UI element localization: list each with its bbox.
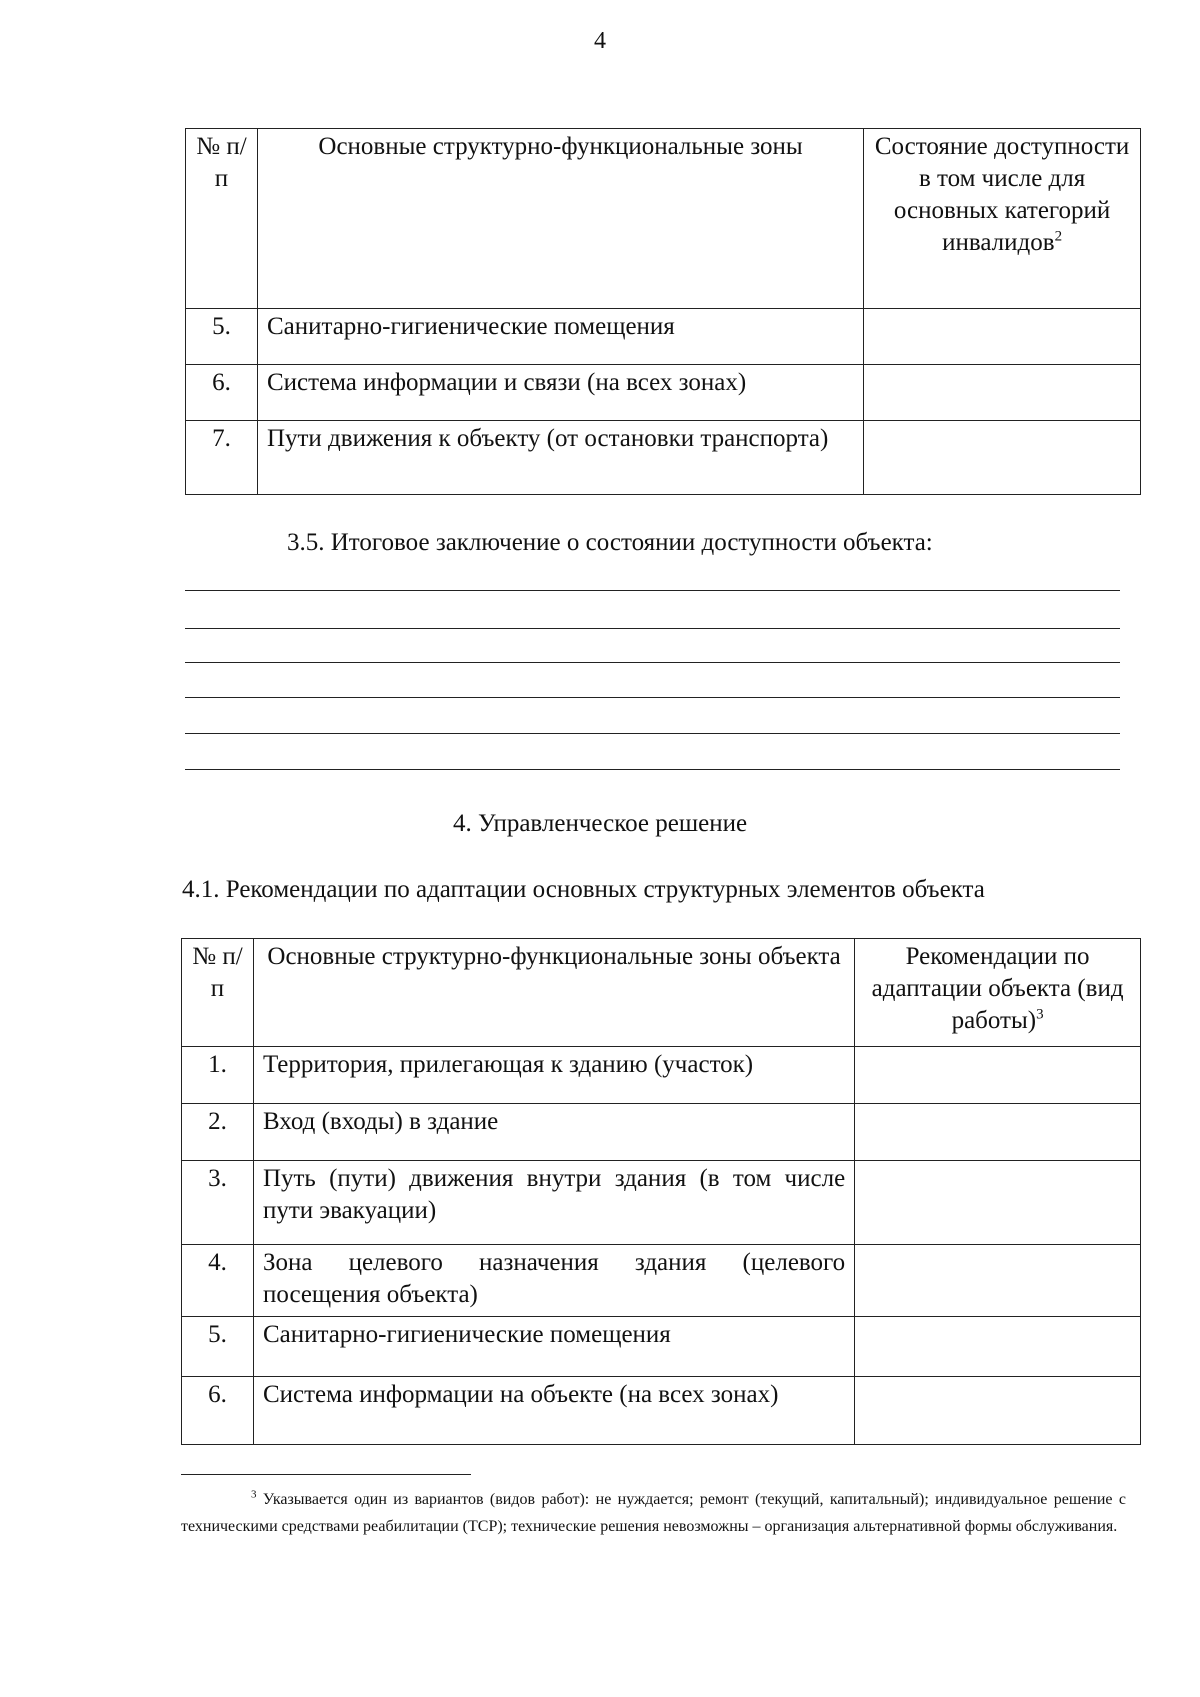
table-row (182, 1047, 1141, 1104)
row-value (855, 1317, 1141, 1377)
row-value (855, 1047, 1141, 1104)
row-value (855, 1377, 1141, 1445)
row-num: 4. (182, 1245, 254, 1317)
conclusion-blank-line (185, 628, 1120, 629)
section-4-title: 4. Управленческое решение (452, 810, 748, 837)
table-row (182, 1245, 1141, 1317)
header-zones: Основные структурно-функциональные зоны объекта (253, 939, 854, 1047)
table-row (182, 1104, 1141, 1161)
recommendations-table (181, 938, 1141, 1445)
row-zone: Санитарно-гигиенические помещения (253, 1317, 854, 1377)
header-status-text: Состояние доступности в том числе для основных категорий инвалидов (874, 133, 1130, 256)
header-status (864, 129, 1141, 309)
row-zone: Вход (входы) в здание (253, 1104, 854, 1161)
conclusion-blank-line (185, 662, 1120, 663)
table-row (182, 1317, 1141, 1377)
row-num: 5. (182, 1317, 254, 1377)
table-row (186, 309, 1141, 365)
section-3-5-title: 3.5. Итоговое заключение о состоянии доступности объекта: (287, 529, 933, 556)
table-header-row (182, 939, 1141, 1047)
row-value (864, 309, 1141, 365)
row-value (855, 1104, 1141, 1161)
header-recommendations (855, 939, 1141, 1047)
footnote-rule (181, 1474, 471, 1475)
footnote-ref: 2 (1054, 228, 1063, 245)
row-value (855, 1161, 1141, 1245)
row-value (864, 421, 1141, 495)
table-row (186, 421, 1141, 495)
header-zones: Основные структурно-функциональные зоны (257, 129, 863, 309)
row-zone: Система информации и связи (на всех зонах) (257, 365, 863, 421)
footnote (181, 1486, 1126, 1540)
conclusion-blank-line (185, 697, 1120, 698)
table-header-row (186, 129, 1141, 309)
row-num: 5. (186, 309, 258, 365)
footnote-mark: 3 (251, 1488, 257, 1501)
conclusion-blank-line (185, 590, 1120, 591)
header-recommendations-text: Рекомендации по адаптации объекта (вид работы) (871, 943, 1124, 1034)
row-num: 6. (186, 365, 258, 421)
table-row (186, 365, 1141, 421)
row-num: 6. (182, 1377, 254, 1445)
footnote-text: Указывается один из вариантов (видов работ): не нуждается; ремонт (текущий, капитальный); индивидуальное решение с техническими средствами реабилитации (ТСР); технические решения невозможны – организация альтернативной формы обслуживания. (181, 1491, 1127, 1535)
row-num: 7. (186, 421, 258, 495)
row-value (864, 365, 1141, 421)
header-num: № п/п (182, 939, 254, 1047)
row-num: 2. (182, 1104, 254, 1161)
row-zone: Путь (пути) движения внутри здания (в том числе пути эвакуации) (253, 1161, 854, 1245)
row-zone: Пути движения к объекту (от остановки транспорта) (257, 421, 863, 495)
row-num: 3. (182, 1161, 254, 1245)
page-number: 4 (594, 28, 606, 54)
accessibility-status-table (185, 128, 1141, 495)
row-zone: Зона целевого назначения здания (целевого посещения объекта) (253, 1245, 854, 1317)
section-4-1-subtitle: 4.1. Рекомендации по адаптации основных структурных элементов объекта (182, 876, 985, 903)
row-zone: Санитарно-гигиенические помещения (257, 309, 863, 365)
row-value (855, 1245, 1141, 1317)
table-row (182, 1377, 1141, 1445)
header-num: № п/п (186, 129, 258, 309)
row-zone: Территория, прилегающая к зданию (участок) (253, 1047, 854, 1104)
table-row (182, 1161, 1141, 1245)
footnote-ref: 3 (1036, 1006, 1044, 1023)
row-zone: Система информации на объекте (на всех зонах) (253, 1377, 854, 1445)
conclusion-blank-line (185, 769, 1120, 770)
conclusion-blank-line (185, 733, 1120, 734)
row-num: 1. (182, 1047, 254, 1104)
